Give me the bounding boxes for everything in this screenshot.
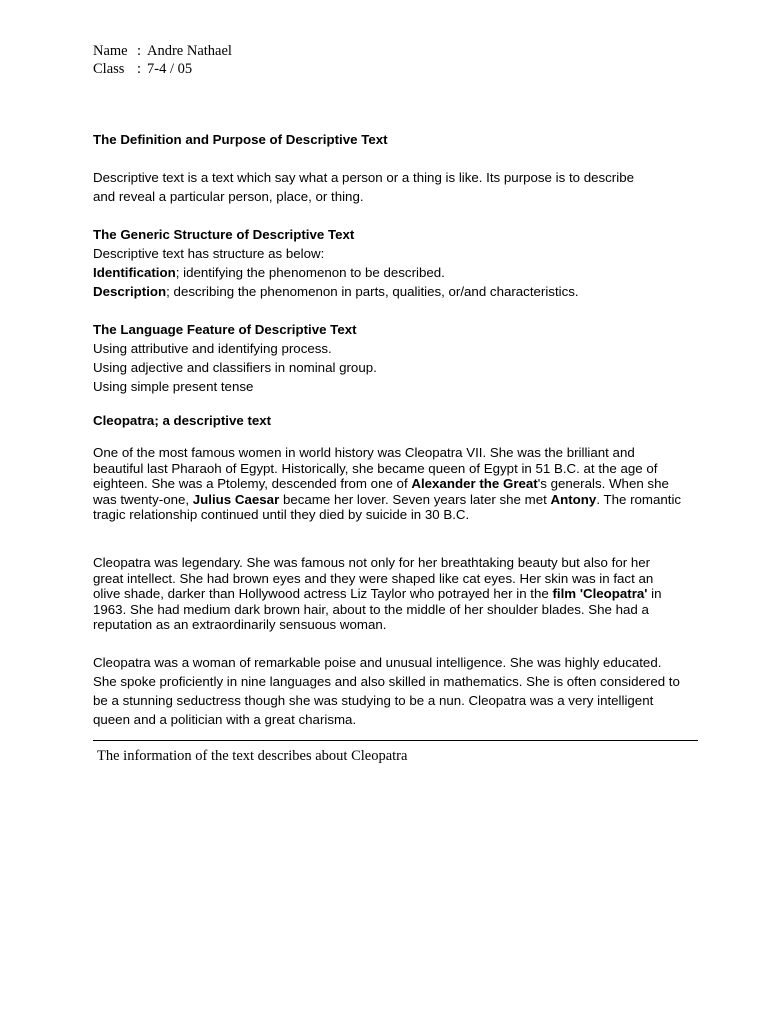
cleopatra-paragraph-3: Cleopatra was a woman of remarkable poise and unusual intelligence. She was highly educated. She spoke proficiently in nine languages and also skilled in mathematics. She is often considered to be a stunning seductress though she was studying to be a nun. Cleopatra was a very intelligent queen and a politician with a great charisma.	[93, 655, 680, 727]
class-value: 7-4 / 05	[147, 61, 193, 77]
p1-text: became her lover. Seven years later she met	[279, 491, 551, 507]
item-term: Description	[93, 284, 167, 299]
p2-bold-film: film 'Cleopatra'	[552, 586, 648, 601]
name-label: Name	[93, 43, 128, 59]
section3-item: Using attributive and identifying process.	[93, 341, 332, 356]
name-value: Andre Nathael	[147, 43, 232, 59]
p2-text: in 1963. She had medium dark brown hair, about to the middle of her shoulder blades. She had a reputation as an extraordinarily sensuous woman.	[93, 586, 662, 632]
section3-item: Using adjective and classifiers in nominal group.	[93, 360, 377, 375]
class-row	[93, 61, 192, 78]
section1-title: The Definition and Purpose of Descriptive Text	[93, 132, 388, 147]
p1-bold-antony: Antony	[550, 491, 597, 507]
section2-item-description	[93, 284, 579, 299]
section1-line1: Descriptive text is a text which say what a person or a thing is like. Its purpose is to describe	[93, 170, 634, 185]
p2-text: Cleopatra was legendary. She was famous not only for her breathtaking beauty but also for her great intellect. She had brown eyes and they were shaped like cat eyes. Her skin was in fact an olive shade, darker than Hollywood actress Liz Taylor who potrayed her in the	[93, 555, 654, 601]
divider-line	[93, 740, 698, 741]
name-separator: :	[137, 43, 142, 59]
p1-bold-alexander: Alexander the Great	[411, 476, 538, 491]
p1-text: . The romantic tragic relationship continued until they died by suicide in 30 B.C.	[93, 491, 682, 522]
section4-title: Cleopatra; a descriptive text	[93, 413, 272, 428]
item-text: ; identifying the phenomenon to be described.	[175, 265, 445, 280]
item-text: ; describing the phenomenon in parts, qualities, or/and characteristics.	[166, 284, 579, 299]
p1-bold-caesar: Julius Caesar	[192, 491, 280, 507]
class-label: Class	[93, 61, 125, 77]
section2-item-identification	[93, 265, 445, 280]
item-term: Identification	[93, 265, 176, 280]
footer-note: The information of the text describes about Cleopatra	[97, 748, 408, 764]
section1-line2: and reveal a particular person, place, or thing.	[93, 189, 364, 204]
cleopatra-paragraph-2	[93, 555, 683, 633]
section3-title: The Language Feature of Descriptive Text	[93, 322, 357, 337]
class-separator: :	[137, 61, 142, 77]
p1-text: 's generals. When she was twenty-one,	[93, 476, 669, 507]
cleopatra-paragraph-1	[93, 445, 683, 523]
section3-item: Using simple present tense	[93, 379, 254, 394]
section2-title: The Generic Structure of Descriptive Text	[93, 227, 355, 242]
section2-intro: Descriptive text has structure as below:	[93, 246, 325, 261]
p1-text: One of the most famous women in world history was Cleopatra VII. She was the brilliant and beautiful last Pharaoh of Egypt. Historically, she became queen of Egypt in 51 B.C. at the age of eighteen. She was a Ptolemy, descended from one of	[93, 445, 658, 491]
name-row	[93, 43, 232, 60]
